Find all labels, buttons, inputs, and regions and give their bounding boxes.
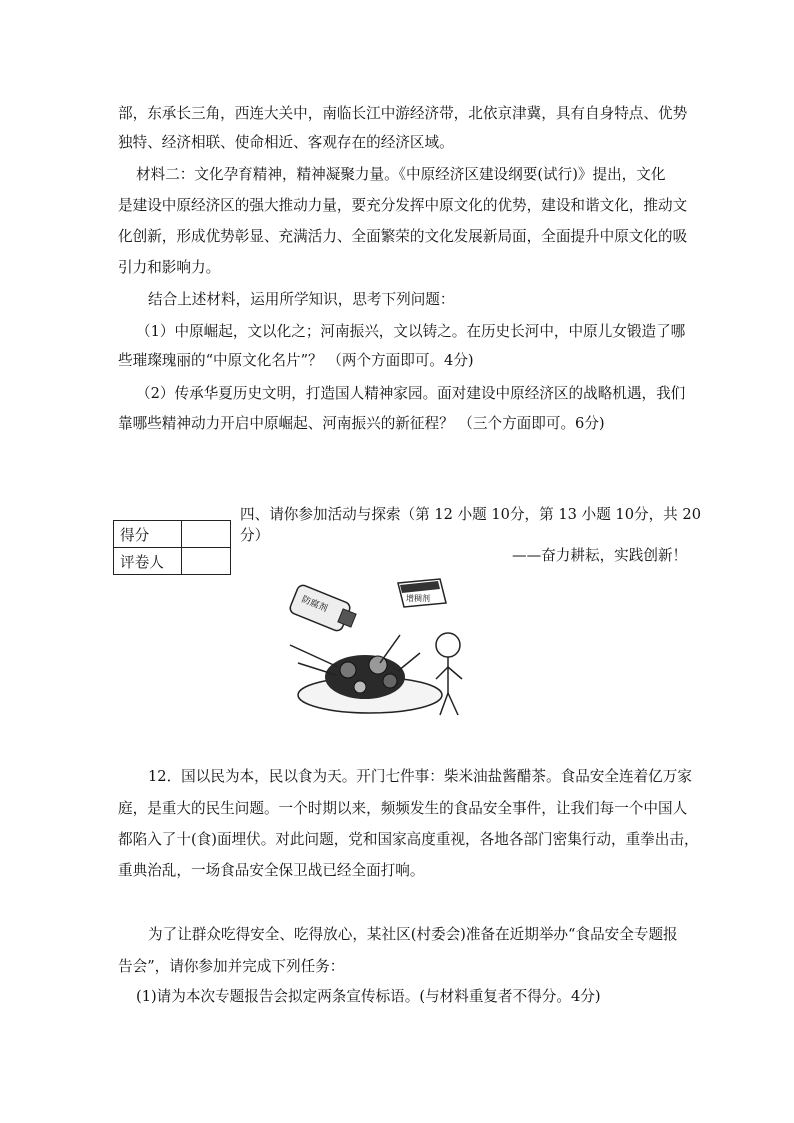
q12-line-4: 重典治乱，一场食品安全保卫战已经全面打响。 <box>118 862 425 879</box>
food-pile <box>325 655 405 699</box>
section4-title-line-2: 分） <box>240 527 270 544</box>
q1-line-2: 些璀璨瑰丽的“中原文化名片”？ （两个方面即可。4分) <box>118 352 474 369</box>
score-table <box>113 520 231 575</box>
grader-field[interactable] <box>182 548 231 575</box>
material2-line-2: 是建设中原经济区的强大推动力量，要充分发挥中原文化的优势，建设和谐文化，推动文 <box>118 197 688 214</box>
q12-line-3: 都陷入了十(食)面埋伏。对此问题，党和国家高度重视，各地各部门密集行动，重拳出击， <box>118 831 699 848</box>
intro-line-1: 部，东承长三角，西连大关中，南临长江中游经济带，北依京津冀，具有自身特点、优势 <box>118 105 688 122</box>
q2-line-2: 靠哪些精神动力开启中原崛起、河南振兴的新征程？ （三个方面即可。6分) <box>118 415 605 432</box>
q1-line-1: （1）中原崛起，文以化之；河南振兴，文以铸之。在历史长河中，中原儿女锻造了哪 <box>136 323 686 340</box>
task-line-2: 告会”，请你参加并完成下列任务： <box>118 958 345 975</box>
bottle-label: 防腐剂 <box>299 594 329 615</box>
score-field[interactable] <box>182 521 231 548</box>
food-safety-cartoon <box>270 575 480 725</box>
section4-title-line-1: 四、请你参加活动与探索（第 12 小题 10分，第 13 小题 10分，共 20 <box>240 506 701 523</box>
material2-line-1: 材料二：文化孕育精神，精神凝聚力量。《中原经济区建设纲要(试行)》提出，文化 <box>136 166 666 183</box>
section4-motto: ——奋力耕耘，实践创新！ <box>512 547 688 564</box>
material2-line-3: 化创新，形成优势彰显、充满活力、全面繁荣的文化发展新局面，全面提升中原文化的吸 <box>118 228 688 245</box>
score-label: 得分 <box>114 521 182 548</box>
additive-box <box>398 579 446 607</box>
grader-label: 评卷人 <box>114 548 182 575</box>
q12-line-1: 12．国以民为本，民以食为天。开门七件事：柴米油盐酱醋茶。食品安全连着亿万家 <box>148 768 692 785</box>
preservative-bottle <box>288 584 356 633</box>
q12-line-2: 庭，是重大的民生问题。一个时期以来，频频发生的食品安全事件，让我们每一个中国人 <box>118 800 688 817</box>
intro-line-2: 独特、经济相联、使命相近、客观存在的经济区域。 <box>118 134 454 151</box>
box-label: 增稠剂 <box>406 594 430 603</box>
task-item-1: (1)请为本次专题报告会拟定两条宣传标语。(与材料重复者不得分。4分) <box>136 988 601 1005</box>
q2-line-1: （2）传承华夏历史文明，打造国人精神家园。面对建设中原经济区的战略机遇，我们 <box>136 385 686 402</box>
material2-line-4: 引力和影响力。 <box>118 259 221 276</box>
worried-person <box>436 633 462 715</box>
prompt-text: 结合上述材料，运用所学知识，思考下列问题： <box>148 291 455 308</box>
task-line-1: 为了让群众吃得安全、吃得放心，某社区(村委会)准备在近期举办“食品安全专题报 <box>148 926 678 943</box>
